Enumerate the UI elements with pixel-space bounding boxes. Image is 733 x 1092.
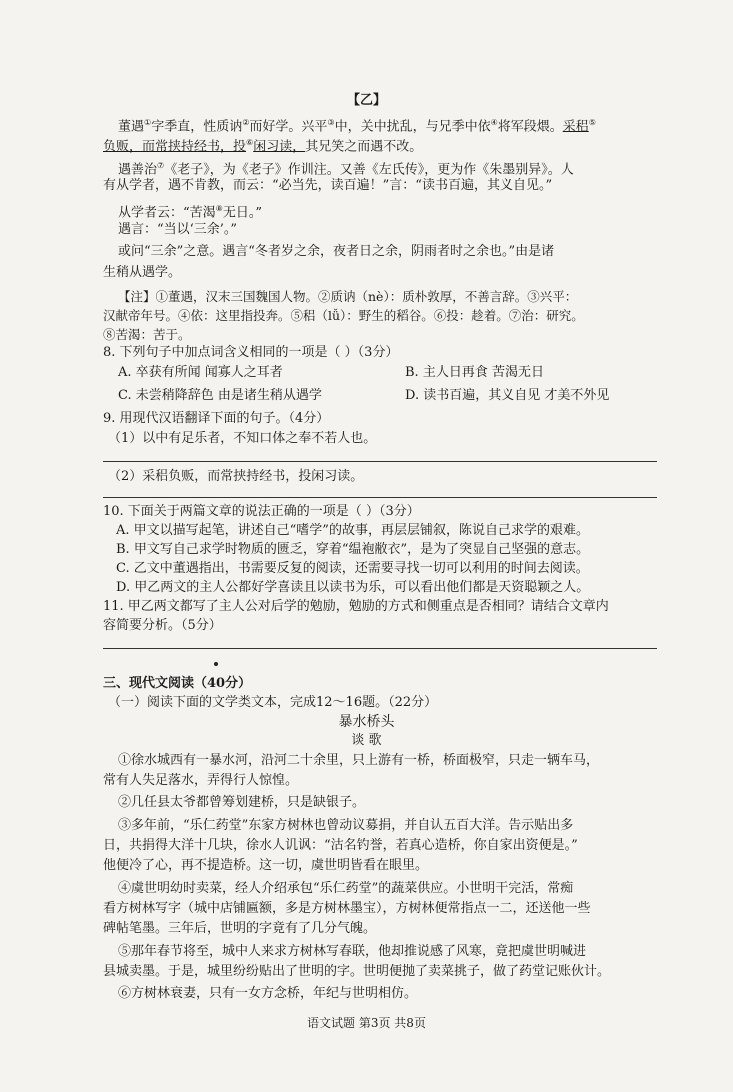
answer-line <box>103 497 657 498</box>
article-paragraph-5-line-2: 县城卖墨。于是，城里纷纷贴出了世明的字。世明便抛了卖菜挑子，做了药堂记账伙计。 <box>103 964 611 979</box>
question-10: 10. 下面关于两篇文章的说法正确的一项是（ ）（3分） <box>103 504 420 519</box>
note-line-3: ⑧苦渴：苦于。 <box>103 327 191 342</box>
article-paragraph-2: ②几任县太爷都曾筹划建桥，只是缺银子。 <box>118 795 366 810</box>
question-8-option-d: D. 读书百遍，其义自见 才美不外见 <box>405 388 610 403</box>
answer-line <box>103 461 657 462</box>
paragraph-4: 遇言：“当以‘三余’。” <box>118 222 238 237</box>
question-9-item-2: （2）采稆负贩，而常挟持经书，投闲习读。 <box>108 469 364 484</box>
article-paragraph-3-line-2: 日，共捐得大洋十几块，徐水人讥讽：“沽名钓誉，若真心造桥，你自家出资便是。” <box>103 838 578 853</box>
question-9-item-1: （1）以中有足乐者，不知口体之奉不若人也。 <box>108 431 377 446</box>
article-paragraph-4-line-1: ④虞世明幼时卖菜，经人介绍承包“乐仁药堂”的蔬菜供应。小世明干完活，常痴 <box>118 881 574 896</box>
question-10-option-b: B. 甲文写自己求学时物质的匮乏，穿着“缊袍敝衣”，是为了突显自己坚强的意志。 <box>116 542 590 557</box>
question-10-option-d: D. 甲乙两文的主人公都好学喜读且以读书为乐，可以看出他们都是天资聪颖之人。 <box>116 580 590 595</box>
article-paragraph-3-line-1: ③多年前，“乐仁药堂”东家方树林也曾动议募捐，并自认五百大洋。告示贴出多 <box>118 818 574 833</box>
question-11-line-1: 11. 甲乙两文都写了主人公对后学的勉励，勉励的方式和侧重点是否相同？请结合文章内 <box>103 599 609 614</box>
paragraph-1-line-2: 负贩，而常挟持经书，投⑥闲习读，其兄笑之而遇不改。 <box>103 138 423 155</box>
section-3-subheading: （一）阅读下面的文学类文本，完成12～16题。（22分） <box>108 695 438 710</box>
section-yi-heading: 【乙】 <box>346 93 386 108</box>
page-footer: 语文试题 第3页 共8页 <box>307 1016 426 1030</box>
article-paragraph-3-line-3: 他便冷了心，再不提造桥。这一切，虞世明皆看在眼里。 <box>103 858 429 873</box>
speck-mark <box>214 662 218 666</box>
article-paragraph-4-line-2: 看方树林写字（城中店铺匾额，多是方树林墨宝），方树林便常指点一二，还送他一些 <box>103 901 591 916</box>
question-8-option-b: B. 主人日再食 苦渴无日 <box>405 365 544 380</box>
section-3-heading: 三、现代文阅读（40分） <box>103 676 252 691</box>
note-line-2: 汉献帝年号。④依：这里指投奔。⑤稆（lǚ）：野生的稻谷。⑥投：趁着。⑦治：研究。 <box>103 308 584 323</box>
article-paragraph-1-line-1: ①徐水城西有一暴水河，沿河二十余里，只上游有一桥，桥面极窄，只走一辆车马， <box>118 753 600 768</box>
article-paragraph-1-line-2: 常有人失足落水，弄得行人惊惶。 <box>103 773 299 788</box>
paragraph-5-line-2: 生稍从遇学。 <box>103 265 182 280</box>
question-8-option-c: C. 未尝稍降辞色 由是诸生稍从遇学 <box>118 388 322 403</box>
paragraph-1-line-1: 董遇①字季直，性质讷②而好学。兴平③中，关中扰乱，与兄季中依④将军段煨。采稆⑤ <box>118 118 596 135</box>
question-9: 9. 用现代汉语翻译下面的句子。（4分） <box>103 411 330 426</box>
paragraph-5-line-1: 或问“三余”之意。遇言“冬者岁之余，夜者日之余，阴雨者时之余也。”由是诸 <box>118 244 555 259</box>
article-title: 暴水桥头 <box>338 714 395 730</box>
question-8: 8. 下列句子中加点词含义相同的一项是（ ）（3分） <box>103 345 399 360</box>
article-paragraph-6: ⑥方树林衰妻，只有一女方念桥，年纪与世明相仿。 <box>118 986 418 1001</box>
note-line-1: 【注】①董遇，汉末三国魏国人物。②质讷（nè）：质朴敦厚，不善言辞。③兴平： <box>118 289 578 304</box>
article-paragraph-5-line-1: ⑤那年春节将至，城中人来求方树林写春联，他却推说感了风寒，竟把虞世明喊进 <box>118 944 587 959</box>
paragraph-2-line-2: 有从学者，遇不肯教，而云：“必当先，读百遍！”言：“读书百遍，其义自见。” <box>103 178 553 193</box>
article-author: 谈 歌 <box>351 733 382 748</box>
underlined-phrase: 采稆 <box>562 119 589 135</box>
paragraph-3: 从学者云：“苦渴⑧无日。” <box>118 204 262 221</box>
article-paragraph-4-line-3: 碑帖笔墨。三年后，世明的字竟有了几分气魄。 <box>103 921 377 936</box>
paragraph-2-line-1: 遇善治⑦《老子》，为《老子》作训注。又善《左氏传》，更为作《朱墨别异》。人 <box>118 161 574 178</box>
question-11-line-2: 容简要分析。（5分） <box>103 618 222 633</box>
question-10-option-c: C. 乙文中董遇指出，书需要反复的阅读，还需要寻找一切可以利用的时间去阅读。 <box>116 561 589 576</box>
question-10-option-a: A. 甲文以描写起笔，讲述自己“嗜学”的故事，再层层铺叙，陈说自己求学的艰难。 <box>116 523 589 538</box>
question-8-option-a: A. 卒获有所闻 闻寡人之耳者 <box>118 365 283 380</box>
answer-line <box>103 648 657 649</box>
